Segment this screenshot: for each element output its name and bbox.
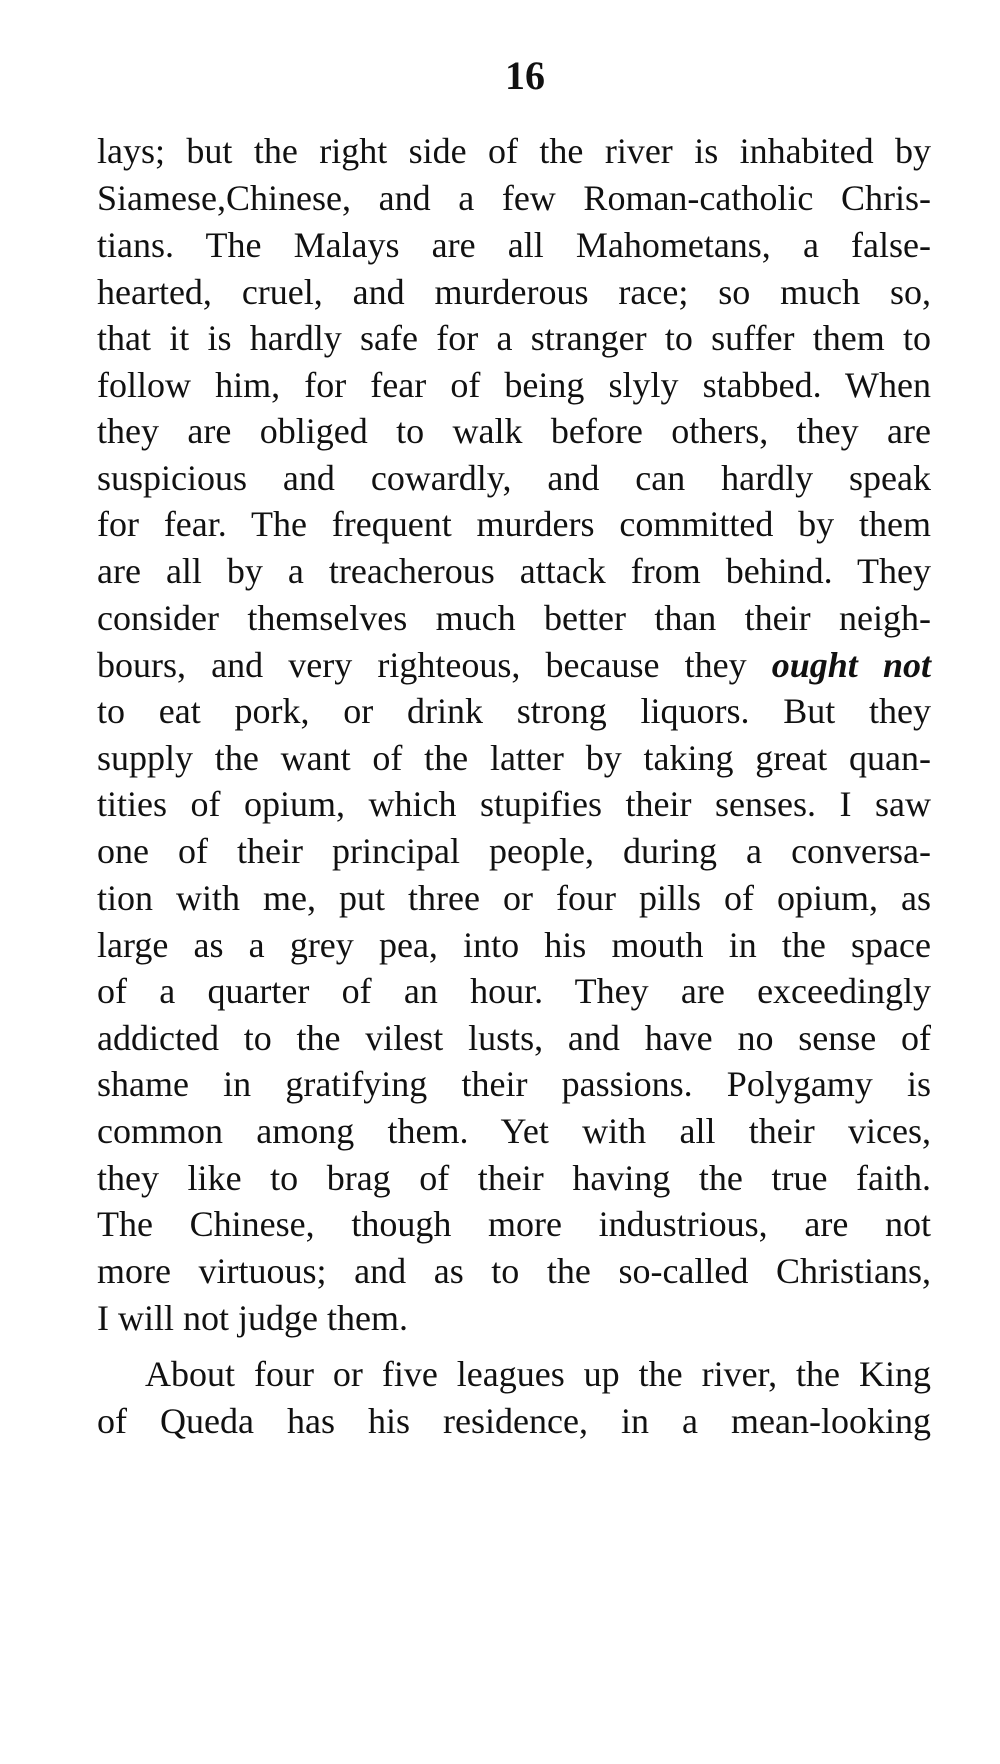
page-number: 16	[505, 53, 545, 98]
text-line: consider themselves much better than their neigh-	[97, 598, 931, 638]
text-line: shame in gratifying their passions. Polygamy is	[97, 1064, 931, 1104]
text-line: Siamese,Chinese, and a few Roman-catholic Chris-	[97, 178, 931, 218]
text-line: of a quarter of an hour. They are exceedingly	[97, 971, 931, 1011]
text-line: I will not judge them.	[97, 1298, 408, 1338]
text-line-with-emphasis	[97, 640, 931, 690]
text-line: they like to brag of their having the true faith.	[97, 1158, 931, 1198]
text-line: supply the want of the latter by taking great quan-	[97, 738, 931, 778]
text-line: follow him, for fear of being slyly stabbed. When	[97, 365, 931, 405]
text-line: to eat pork, or drink strong liquors. But they	[97, 691, 931, 731]
text-line: suspicious and cowardly, and can hardly speak	[97, 458, 931, 498]
text-line: tities of opium, which stupifies their senses. I saw	[97, 784, 931, 824]
text-line: they are obliged to walk before others, they are	[97, 411, 931, 451]
text-line: that it is hardly safe for a stranger to suffer them to	[97, 318, 931, 358]
text-line: more virtuous; and as to the so-called Christians,	[97, 1251, 931, 1291]
text-line: tion with me, put three or four pills of opium, as	[97, 878, 931, 918]
text-line: The Chinese, though more industrious, are not	[97, 1204, 931, 1244]
emphasized-text: ought not	[771, 645, 931, 685]
text-line: are all by a treacherous attack from behind. They	[97, 551, 931, 591]
text-line: lays; but the right side of the river is inhabited by	[97, 131, 931, 171]
text-line-part: bours, and very righteous, because they	[97, 645, 747, 685]
text-line: addicted to the vilest lusts, and have no sense of	[97, 1018, 931, 1058]
text-line: hearted, cruel, and murderous race; so much so,	[97, 272, 931, 312]
text-line: of Queda has his residence, in a mean-looking	[97, 1401, 931, 1441]
text-line: for fear. The frequent murders committed by them	[97, 504, 931, 544]
text-line: About four or five leagues up the river, the King	[145, 1354, 931, 1394]
text-line: one of their principal people, during a conversa-	[97, 831, 931, 871]
text-line: large as a grey pea, into his mouth in the space	[97, 925, 931, 965]
text-line: common among them. Yet with all their vices,	[97, 1111, 931, 1151]
text-line: tians. The Malays are all Mahometans, a false-	[97, 225, 931, 265]
